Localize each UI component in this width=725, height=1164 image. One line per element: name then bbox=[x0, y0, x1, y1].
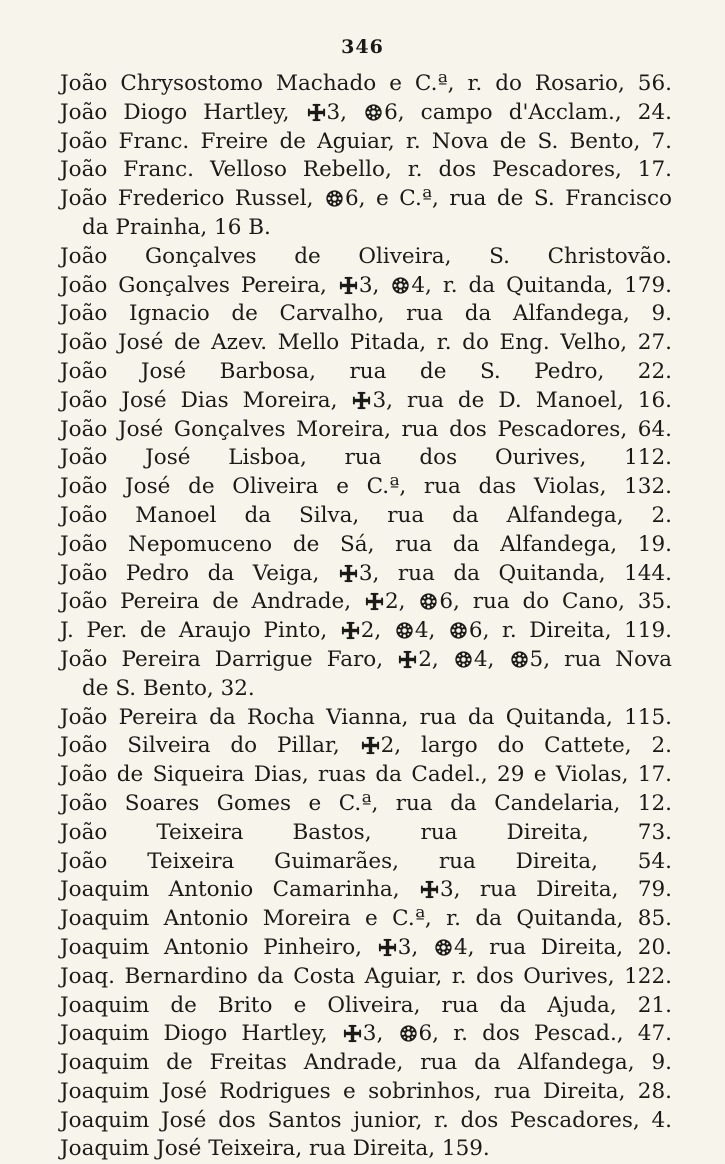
directory-entry bbox=[60, 646, 672, 675]
directory-entry bbox=[60, 1135, 672, 1164]
directory-entry bbox=[60, 300, 672, 329]
cross-of-order-icon bbox=[378, 938, 397, 957]
entry-continuation bbox=[60, 675, 672, 704]
entry-text: 2, largo do Cattete, 2. bbox=[380, 733, 672, 759]
directory-entry bbox=[60, 1049, 672, 1078]
entry-text: 3, bbox=[326, 99, 364, 125]
rose-medal-icon bbox=[419, 592, 438, 611]
cross-of-order-icon bbox=[420, 880, 439, 899]
entry-text: João Silveira do Pillar, bbox=[60, 733, 360, 759]
entry-text: João Manoel da Silva, rua da Alfandega, 2. bbox=[60, 502, 672, 528]
entry-text: 4, bbox=[414, 618, 448, 644]
entry-text: 3, rua da Quitanda, 144. bbox=[358, 560, 672, 586]
entry-text: João Frederico Russel, bbox=[60, 186, 324, 212]
cross-of-order-icon bbox=[343, 1024, 362, 1043]
directory-entry bbox=[60, 704, 672, 733]
rose-medal-icon bbox=[325, 189, 344, 208]
entry-text: João José Barbosa, rua de S. Pedro, 22. bbox=[60, 358, 672, 384]
directory-entry bbox=[60, 992, 672, 1021]
rose-medal-icon bbox=[510, 650, 529, 669]
entry-text: João Chrysostomo Machado e C.ª, r. do Rosario, 56. bbox=[60, 71, 672, 96]
page-number: 346 bbox=[341, 36, 384, 58]
entry-text: 6, r. Direita, 119. bbox=[468, 618, 672, 644]
entry-text: João Pereira Darrigue Faro, bbox=[60, 646, 398, 672]
entry-text: 3, bbox=[362, 1021, 398, 1047]
directory-entry bbox=[60, 70, 672, 99]
rose-medal-icon bbox=[364, 103, 383, 122]
directory-entry bbox=[60, 876, 672, 905]
directory-entry bbox=[60, 99, 672, 128]
entry-text: 2, bbox=[384, 589, 419, 615]
entry-text: Joaquim de Brito e Oliveira, rua da Ajuda, 21. bbox=[60, 992, 672, 1018]
entry-text: João Teixeira Bastos, rua Direita, 73. bbox=[60, 819, 672, 845]
entry-text: João Nepomuceno de Sá, rua da Alfandega, 19. bbox=[60, 531, 672, 557]
entry-text: João Franc. Freire de Aguiar, r. Nova de S. Bento, 7. bbox=[60, 128, 672, 154]
directory-entry bbox=[60, 761, 672, 790]
directory-entry bbox=[60, 819, 672, 848]
entry-text: J. Per. de Araujo Pinto, bbox=[60, 618, 340, 644]
entry-text: Joaquim José Rodrigues e sobrinhos, rua Direita, 28. bbox=[60, 1078, 672, 1104]
entry-text: de S. Bento, 32. bbox=[82, 675, 255, 701]
entry-text: João Pedro da Veiga, bbox=[60, 560, 338, 586]
directory-entry bbox=[60, 531, 672, 560]
entry-text: Joaquim de Freitas Andrade, rua da Alfandega, 9. bbox=[60, 1050, 672, 1076]
directory-entry bbox=[60, 416, 672, 445]
entry-text: João José Dias Moreira, bbox=[60, 387, 352, 413]
directory-entry bbox=[60, 848, 672, 877]
directory-entry bbox=[60, 588, 672, 617]
rose-medal-icon bbox=[449, 621, 468, 640]
cross-of-order-icon bbox=[352, 391, 371, 410]
directory-entry bbox=[60, 617, 672, 646]
rose-medal-icon bbox=[434, 938, 453, 957]
entry-text: Joaq. Bernardino da Costa Aguiar, r. dos Ourives, 122. bbox=[60, 963, 672, 989]
directory-entry bbox=[60, 387, 672, 416]
entry-text: 6, e C.ª, rua de S. Francisco bbox=[345, 186, 672, 212]
directory-entry bbox=[60, 444, 672, 473]
directory-entry bbox=[60, 156, 672, 185]
rose-medal-icon bbox=[454, 650, 473, 669]
directory-entry bbox=[60, 1078, 672, 1107]
entry-text: Joaquim José dos Santos junior, r. dos Pescadores, 4. bbox=[60, 1107, 672, 1133]
cross-of-order-icon bbox=[341, 621, 360, 640]
directory-entry bbox=[60, 502, 672, 531]
directory-entry bbox=[60, 905, 672, 934]
entry-text: 3, bbox=[397, 934, 433, 960]
entry-text: João Teixeira Guimarães, rua Direita, 54. bbox=[60, 848, 672, 874]
entry-text: 2, bbox=[418, 646, 453, 672]
entry-text: João Pereira de Andrade, bbox=[60, 589, 364, 615]
entry-text: João Gonçalves de Oliveira, S. Christovão. bbox=[60, 243, 672, 269]
entry-text: 3, rua de D. Manoel, 16. bbox=[372, 387, 673, 413]
cross-of-order-icon bbox=[339, 564, 358, 583]
directory-entry bbox=[60, 329, 672, 358]
entry-text: 3, rua Direita, 79. bbox=[439, 877, 673, 903]
cross-of-order-icon bbox=[398, 650, 417, 669]
entry-text: da Prainha, 16 B. bbox=[82, 214, 271, 240]
entry-text: João José de Azev. Mello Pitada, r. do Eng. Velho, 27. bbox=[60, 330, 672, 356]
directory-entry bbox=[60, 128, 672, 157]
entry-text: Joaquim José Teixeira, rua Direita, 159. bbox=[60, 1136, 490, 1162]
entry-text: João José Lisboa, rua dos Ourives, 112. bbox=[60, 445, 672, 471]
cross-of-order-icon bbox=[361, 736, 380, 755]
entry-text: 6, rua do Cano, 35. bbox=[439, 589, 672, 615]
entry-continuation bbox=[60, 214, 672, 243]
cross-of-order-icon bbox=[339, 276, 358, 295]
entry-text: João Ignacio de Carvalho, rua da Alfandega, 9. bbox=[60, 301, 672, 327]
entry-text: Joaquim Antonio Camarinha, bbox=[60, 877, 419, 903]
directory-entries bbox=[60, 70, 672, 1164]
entry-text: 2, bbox=[360, 618, 394, 644]
entry-text: 6, r. dos Pescad., 47. bbox=[418, 1021, 672, 1047]
entry-text: João Pereira da Rocha Vianna, rua da Quitanda, 115. bbox=[60, 704, 672, 730]
entry-text: João de Siqueira Dias, ruas da Cadel., 29 e Violas, 17. bbox=[60, 762, 672, 788]
directory-entry bbox=[60, 732, 672, 761]
entry-text: 3, bbox=[358, 272, 391, 298]
directory-entry bbox=[60, 358, 672, 387]
entry-text: 4, bbox=[473, 646, 509, 672]
entry-text: João José de Oliveira e C.ª, rua das Violas, 132. bbox=[60, 474, 672, 500]
entry-text: João José Gonçalves Moreira, rua dos Pescadores, 64. bbox=[60, 416, 672, 442]
entry-text: 4, rua Direita, 20. bbox=[453, 934, 672, 960]
directory-entry bbox=[60, 790, 672, 819]
directory-entry bbox=[60, 272, 672, 301]
entry-text: Joaquim Antonio Moreira e C.ª, r. da Quitanda, 85. bbox=[60, 906, 672, 932]
cross-of-order-icon bbox=[365, 592, 384, 611]
entry-text: 4, r. da Quitanda, 179. bbox=[411, 272, 672, 298]
directory-entry bbox=[60, 963, 672, 992]
directory-entry bbox=[60, 934, 672, 963]
entry-text: 5, rua Nova bbox=[529, 646, 672, 672]
directory-entry bbox=[60, 243, 672, 272]
directory-entry bbox=[60, 1107, 672, 1136]
entry-text: João Gonçalves Pereira, bbox=[60, 272, 338, 298]
cross-of-order-icon bbox=[307, 103, 326, 122]
directory-entry bbox=[60, 185, 672, 214]
directory-entry bbox=[60, 560, 672, 589]
entry-text: 6, campo d'Acclam., 24. bbox=[384, 99, 672, 125]
rose-medal-icon bbox=[395, 621, 414, 640]
entry-text: João Diogo Hartley, bbox=[60, 99, 306, 125]
rose-medal-icon bbox=[391, 276, 410, 295]
entry-text: João Soares Gomes e C.ª, rua da Candelaria, 12. bbox=[60, 790, 672, 816]
entry-text: Joaquim Diogo Hartley, bbox=[60, 1021, 342, 1047]
entry-text: Joaquim Antonio Pinheiro, bbox=[60, 934, 377, 960]
directory-entry bbox=[60, 1020, 672, 1049]
entry-text: João Franc. Velloso Rebello, r. dos Pescadores, 17. bbox=[60, 157, 672, 183]
directory-entry bbox=[60, 473, 672, 502]
rose-medal-icon bbox=[399, 1024, 418, 1043]
